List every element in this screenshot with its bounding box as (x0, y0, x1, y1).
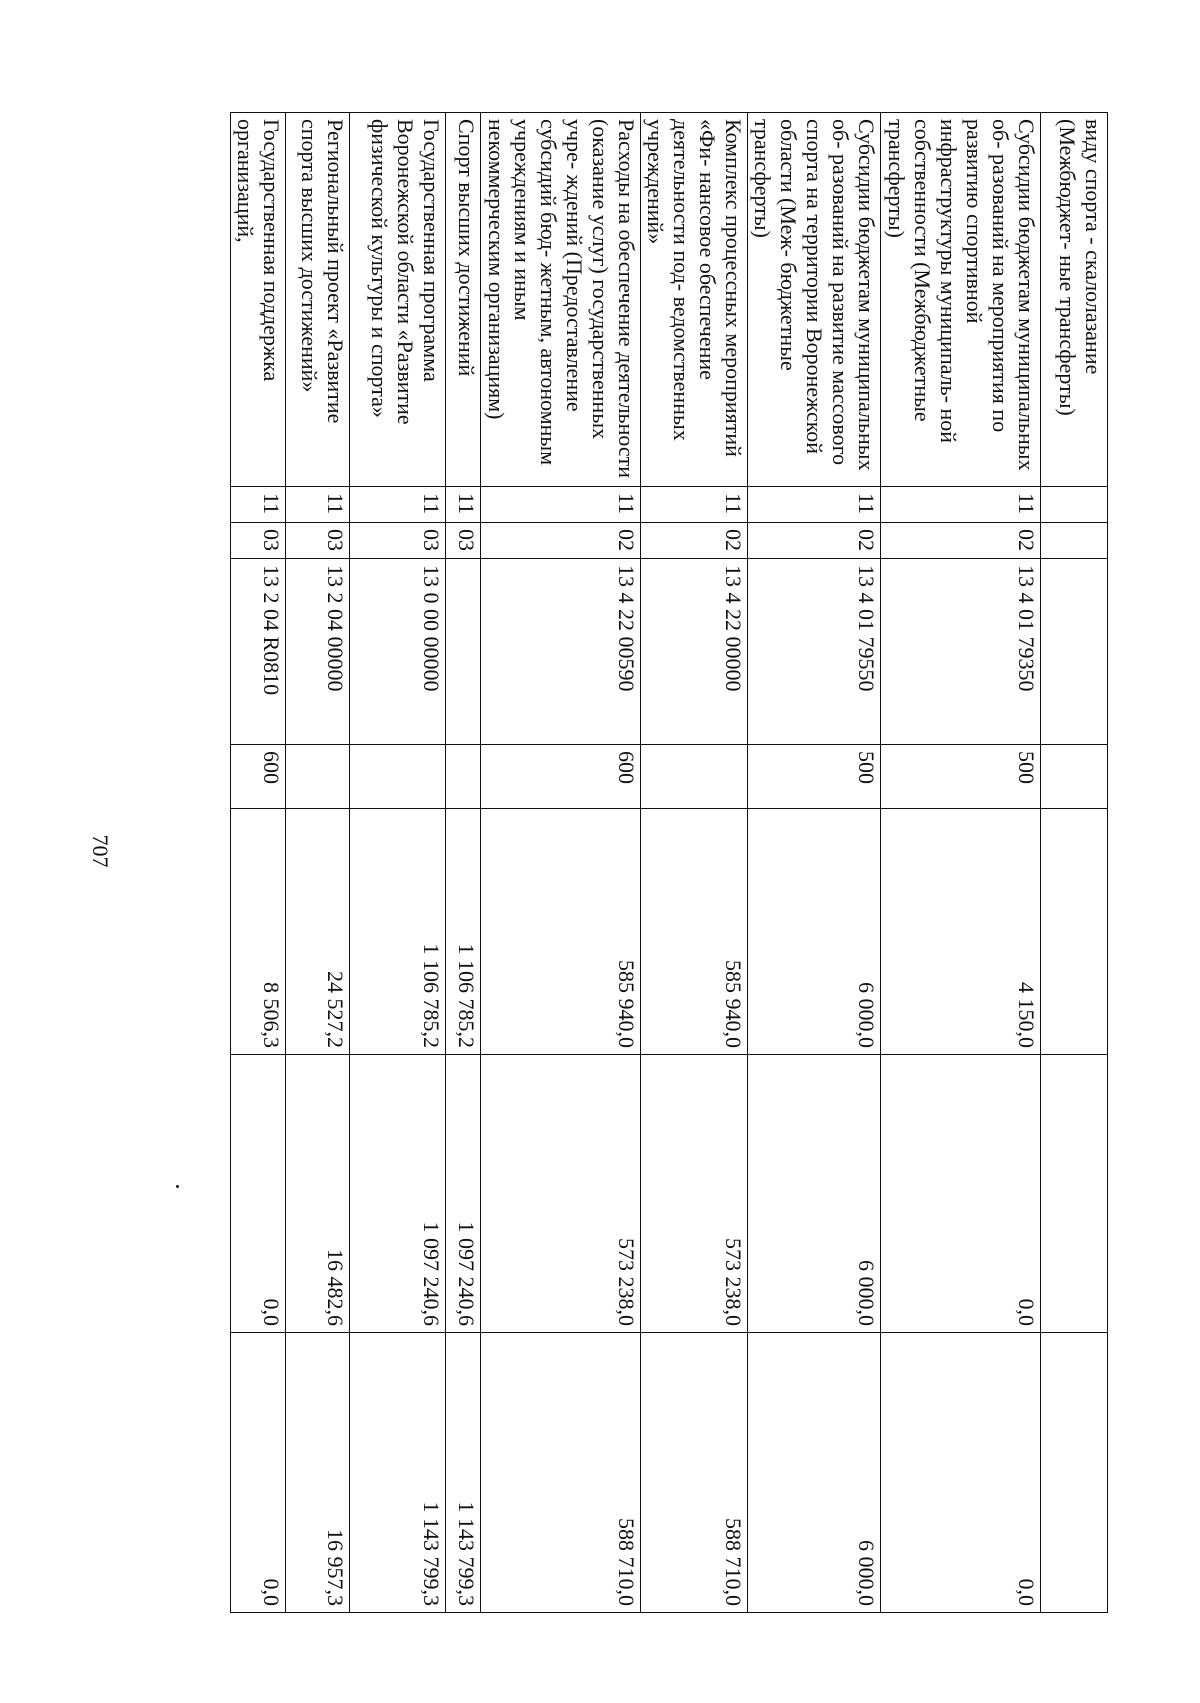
amount-year-1-cell (1041, 809, 1108, 1055)
section-code-cell: 11 (350, 487, 446, 523)
budget-table (230, 112, 1108, 1613)
target-article-cell: 13 2 04 R0810 (231, 559, 286, 745)
subsection-code-cell: 03 (231, 523, 286, 559)
amount-year-3-cell: 1 143 799,3 (446, 1333, 481, 1613)
item-name-cell: Комплекс процессных мероприятий «Фи- нансовое обеспечение деятельности под- ведомственных учреждений» (641, 113, 748, 487)
section-code-cell (1041, 487, 1108, 523)
section-code-cell: 11 (231, 487, 286, 523)
target-article-cell: 13 4 01 79550 (748, 559, 881, 745)
target-article-cell: 13 4 22 00000 (641, 559, 748, 745)
target-article-cell (1041, 559, 1108, 745)
amount-year-3-cell: 6 000,0 (748, 1333, 881, 1613)
rotated-table-container (208, 112, 1108, 1612)
expense-type-cell: 600 (231, 745, 286, 809)
amount-year-2-cell: 573 238,0 (641, 1055, 748, 1333)
amount-year-1-cell: 8 506,3 (231, 809, 286, 1055)
subsection-code-cell: 02 (748, 523, 881, 559)
amount-year-2-cell: 6 000,0 (748, 1055, 881, 1333)
table-row (1041, 113, 1108, 1613)
amount-year-2-cell: 1 097 240,6 (446, 1055, 481, 1333)
amount-year-2-cell: 16 482,6 (286, 1055, 350, 1333)
item-name-cell: виду спорта - скалолазание (Межбюджет- ные трансферты) (1041, 113, 1108, 487)
amount-year-1-cell: 4 150,0 (881, 809, 1041, 1055)
item-name-cell: Субсидии бюджетам муниципальных об- разований на мероприятия по развитию спортивной инфраструктуры муниципаль- ной собственности (Межбюджетные трансферты) (881, 113, 1041, 487)
item-name-cell: Расходы на обеспечение деятельности (оказание услуг) государственных учре- ждений (Предоставление субсидий бюд- жетным, автономным учреждениям и иным некоммерческим организациям) (481, 113, 641, 487)
amount-year-3-cell: 16 957,3 (286, 1333, 350, 1613)
scan-speck (176, 1185, 179, 1188)
amount-year-3-cell: 1 143 799,3 (350, 1333, 446, 1613)
amount-year-1-cell: 585 940,0 (641, 809, 748, 1055)
expense-type-cell: 600 (481, 745, 641, 809)
table-row (881, 113, 1041, 1613)
item-name-cell: Государственная программа Воронежской области «Развитие физической культуры и спорта» (350, 113, 446, 487)
amount-year-1-cell: 1 106 785,2 (350, 809, 446, 1055)
subsection-code-cell (1041, 523, 1108, 559)
item-name-cell: Региональный проект «Развитие спорта высших достижений» (286, 113, 350, 487)
subsection-code-cell: 03 (446, 523, 481, 559)
table-row (286, 113, 350, 1613)
subsection-code-cell: 03 (286, 523, 350, 559)
amount-year-2-cell (1041, 1055, 1108, 1333)
expense-type-cell (641, 745, 748, 809)
table-row (748, 113, 881, 1613)
section-code-cell: 11 (641, 487, 748, 523)
amount-year-1-cell: 6 000,0 (748, 809, 881, 1055)
table-body (231, 113, 1108, 1613)
subsection-code-cell: 02 (641, 523, 748, 559)
amount-year-2-cell: 1 097 240,6 (350, 1055, 446, 1333)
section-code-cell: 11 (881, 487, 1041, 523)
target-article-cell: 13 4 22 00590 (481, 559, 641, 745)
expense-type-cell: 500 (881, 745, 1041, 809)
amount-year-2-cell: 573 238,0 (481, 1055, 641, 1333)
target-article-cell: 13 4 01 79350 (881, 559, 1041, 745)
amount-year-3-cell (1041, 1333, 1108, 1613)
target-article-cell: 13 0 00 00000 (350, 559, 446, 745)
item-name-cell: Государственная поддержка организаций, (231, 113, 286, 487)
subsection-code-cell: 03 (350, 523, 446, 559)
amount-year-2-cell: 0,0 (881, 1055, 1041, 1333)
amount-year-3-cell: 588 710,0 (481, 1333, 641, 1613)
table-row (446, 113, 481, 1613)
table-row (641, 113, 748, 1613)
amount-year-1-cell: 24 527,2 (286, 809, 350, 1055)
expense-type-cell (1041, 745, 1108, 809)
target-article-cell (446, 559, 481, 745)
target-article-cell: 13 2 04 00000 (286, 559, 350, 745)
section-code-cell: 11 (748, 487, 881, 523)
section-code-cell: 11 (446, 487, 481, 523)
amount-year-3-cell: 588 710,0 (641, 1333, 748, 1613)
amount-year-3-cell: 0,0 (231, 1333, 286, 1613)
amount-year-3-cell: 0,0 (881, 1333, 1041, 1613)
section-code-cell: 11 (286, 487, 350, 523)
expense-type-cell (446, 745, 481, 809)
amount-year-2-cell: 0,0 (231, 1055, 286, 1333)
table-row (481, 113, 641, 1613)
table-row (231, 113, 286, 1613)
item-name-cell: Спорт высших достижений (446, 113, 481, 487)
subsection-code-cell: 02 (881, 523, 1041, 559)
subsection-code-cell: 02 (481, 523, 641, 559)
page-number: 707 (88, 834, 113, 868)
section-code-cell: 11 (481, 487, 641, 523)
amount-year-1-cell: 585 940,0 (481, 809, 641, 1055)
expense-type-cell (350, 745, 446, 809)
expense-type-cell: 500 (748, 745, 881, 809)
item-name-cell: Субсидии бюджетам муниципальных об- разований на развитие массового спорта на территории Воронежской области (Меж- бюджетные трансферты) (748, 113, 881, 487)
table-row (350, 113, 446, 1613)
expense-type-cell (286, 745, 350, 809)
amount-year-1-cell: 1 106 785,2 (446, 809, 481, 1055)
